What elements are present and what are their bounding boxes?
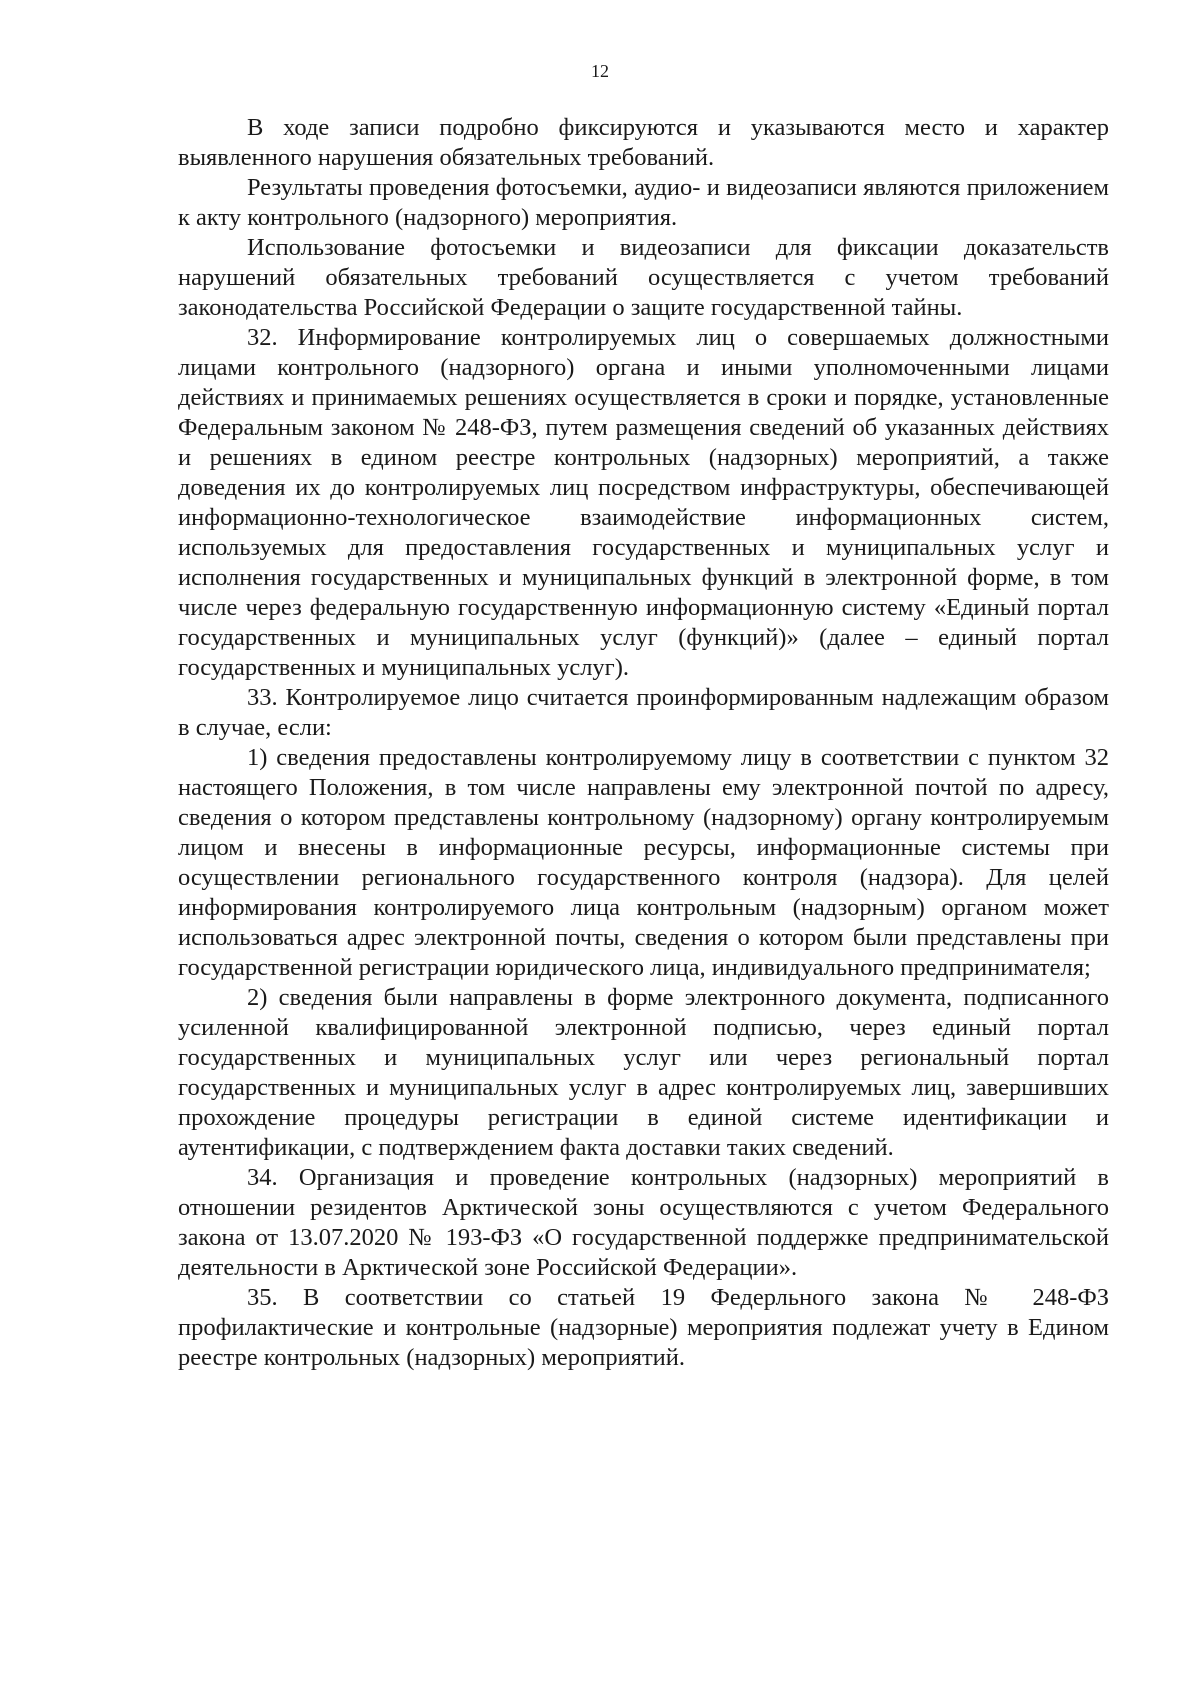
paragraph-recording-details: В ходе записи подробно фиксируются и указываются место и характер выявленного нарушения обязательных требований. — [178, 114, 1109, 171]
paragraph-item-34: 34. Организация и проведение контрольных (надзорных) мероприятий в отношении резидентов Арктической зоны осуществляются с учетом Федерального закона от 13.07.2020 № 193-ФЗ «О государственной поддержке предпринимательской деятельности в Арктической зоне Российской Федерации». — [178, 1164, 1109, 1281]
paragraph-recording-results: Результаты проведения фотосъемки, аудио- и видеозаписи являются приложением к акту контрольного (надзорного) мероприятия. — [178, 174, 1109, 231]
paragraph-item-35: 35. В соответствии со статьей 19 Федерльного закона № 248-ФЗ профилактические и контрольные (надзорные) мероприятия подлежат учету в Едином реестре контрольных (надзорных) мероприятий. — [178, 1284, 1109, 1371]
document-body — [178, 113, 1109, 1373]
paragraph-item-32: 32. Информирование контролируемых лиц о совершаемых должностными лицами контрольного (надзорного) органа и иными уполномоченными лицами действиях и принимаемых решениях осуществляется в сроки и порядке, установленные Федеральным законом № 248-ФЗ, путем размещения сведений об указанных действиях и решениях в едином реестре контрольных (надзорных) мероприятий, а также доведения их до контролируемых лиц посредством инфраструктуры, обеспечивающей информационно-технологическое взаимодействие информационных систем, используемых для предоставления государственных и муниципальных услуг и исполнения государственных и муниципальных функций в электронной форме, в том числе через федеральную государственную информационную систему «Единый портал государственных и муниципальных услуг (функций)» (далее – единый портал государственных и муниципальных услуг). — [178, 324, 1109, 681]
paragraph-photo-video-usage: Использование фотосъемки и видеозаписи для фиксации доказательств нарушений обязательных требований осуществляется с учетом требований законодательства Российской Федерации о защите государственной тайны. — [178, 234, 1109, 321]
page-number: 12 — [591, 61, 609, 81]
paragraph-item-33: 33. Контролируемое лицо считается проинформированным надлежащим образом в случае, если: — [178, 684, 1109, 741]
paragraph-item-33-subitem-2: 2) сведения были направлены в форме электронного документа, подписанного усиленной квалифицированной электронной подписью, через единый портал государственных и муниципальных услуг или через региональный портал государственных и муниципальных услуг в адрес контролируемых лиц, завершивших прохождение процедуры регистрации в единой системе идентификации и аутентификации, с подтверждением факта доставки таких сведений. — [178, 984, 1109, 1161]
paragraph-item-33-subitem-1: 1) сведения предоставлены контролируемому лицу в соответствии с пунктом 32 настоящего Положения, в том числе направлены ему электронной почтой по адресу, сведения о котором представлены контрольному (надзорному) органу контролируемым лицом и внесены в информационные ресурсы, информационные системы при осуществлении регионального государственного контроля (надзора). Для целей информирования контролируемого лица контрольным (надзорным) органом может использоваться адрес электронной почты, сведения о котором были представлены при государственной регистрации юридического лица, индивидуального предпринимателя; — [178, 744, 1109, 981]
